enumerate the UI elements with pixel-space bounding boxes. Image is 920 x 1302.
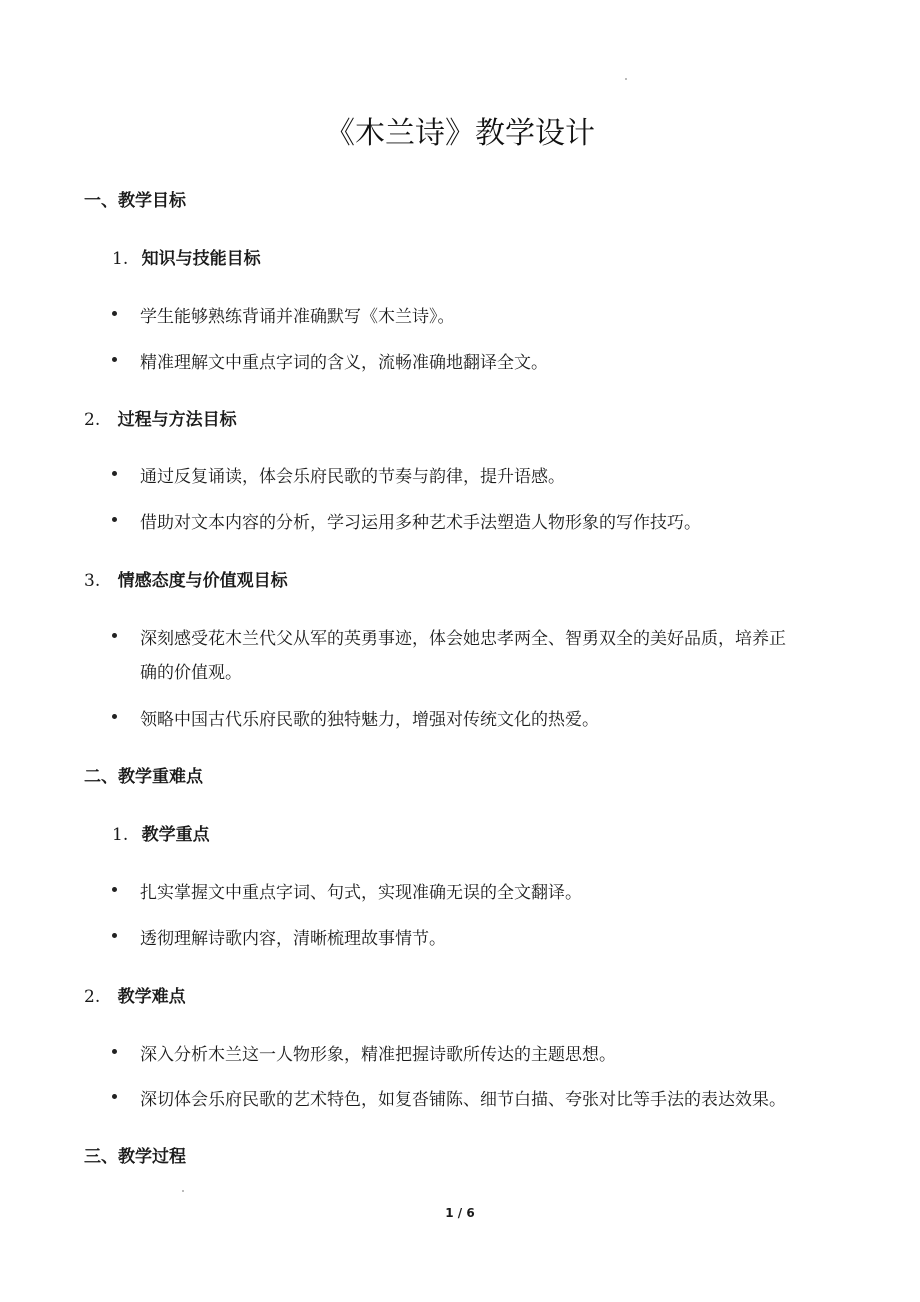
list-item-text: 领略中国古代乐府民歌的独特魅力，增强对传统文化的热爱。 — [140, 710, 599, 730]
list-item-text: 透彻理解诗歌内容，清晰梳理故事情节。 — [140, 929, 446, 949]
list-item-text: 深刻感受花木兰代父从军的英勇事迹，体会她忠孝两全、智勇双全的美好品质，培养正 — [140, 629, 786, 649]
subheading-emotion-values — [84, 566, 288, 591]
bullet-dot — [112, 1049, 117, 1054]
list-item-text: 通过反复诵读，体会乐府民歌的节奏与韵律，提升语感。 — [140, 467, 565, 487]
subheading-difficult-points — [84, 982, 186, 1007]
bullet-dot — [112, 517, 117, 522]
list-item-text: 深切体会乐府民歌的艺术特色，如复沓铺陈、细节白描、夸张对比等手法的表达效果。 — [140, 1090, 786, 1110]
list-item-text: 精准理解文中重点字词的含义，流畅准确地翻译全文。 — [140, 353, 548, 373]
subheading-number: 2. — [84, 987, 101, 1007]
subheading-label: 教学难点 — [117, 987, 186, 1007]
scan-speck — [625, 78, 627, 80]
section-heading-objectives: 一、教学目标 — [84, 191, 186, 211]
bullet-dot — [112, 933, 117, 938]
scan-speck — [182, 1190, 184, 1192]
list-item-text: 扎实掌握文中重点字词、句式，实现准确无误的全文翻译。 — [140, 883, 582, 903]
subheading-label: 情感态度与价值观目标 — [117, 571, 288, 591]
page-number: 1 / 6 — [445, 1206, 475, 1220]
bullet-dot — [112, 887, 117, 892]
list-item-continuation: 确的价值观。 — [140, 663, 242, 683]
bullet-dot — [112, 633, 117, 638]
subheading-number: 1. — [112, 249, 129, 269]
subheading-label: 过程与方法目标 — [117, 410, 237, 430]
subheading-label: 知识与技能目标 — [141, 249, 261, 269]
bullet-dot — [112, 471, 117, 476]
list-item-text: 学生能够熟练背诵并准确默写《木兰诗》。 — [140, 307, 455, 327]
section-heading-key-difficult: 二、教学重难点 — [84, 767, 203, 787]
bullet-dot — [112, 357, 117, 362]
bullet-dot — [112, 714, 117, 719]
subheading-number: 3. — [84, 571, 101, 591]
subheading-knowledge-skills — [112, 244, 261, 269]
subheading-number: 1. — [112, 825, 129, 845]
list-item-text: 借助对文本内容的分析，学习运用多种艺术手法塑造人物形象的写作技巧。 — [140, 513, 701, 533]
list-item-text: 深入分析木兰这一人物形象，精准把握诗歌所传达的主题思想。 — [140, 1045, 616, 1065]
bullet-dot — [112, 311, 117, 316]
subheading-number: 2. — [84, 410, 101, 430]
subheading-process-methods — [84, 405, 237, 430]
document-title: 《木兰诗》教学设计 — [325, 116, 595, 151]
subheading-label: 教学重点 — [141, 825, 210, 845]
section-heading-teaching-process: 三、教学过程 — [84, 1147, 186, 1167]
subheading-key-points — [112, 820, 210, 845]
bullet-dot — [112, 1094, 117, 1099]
